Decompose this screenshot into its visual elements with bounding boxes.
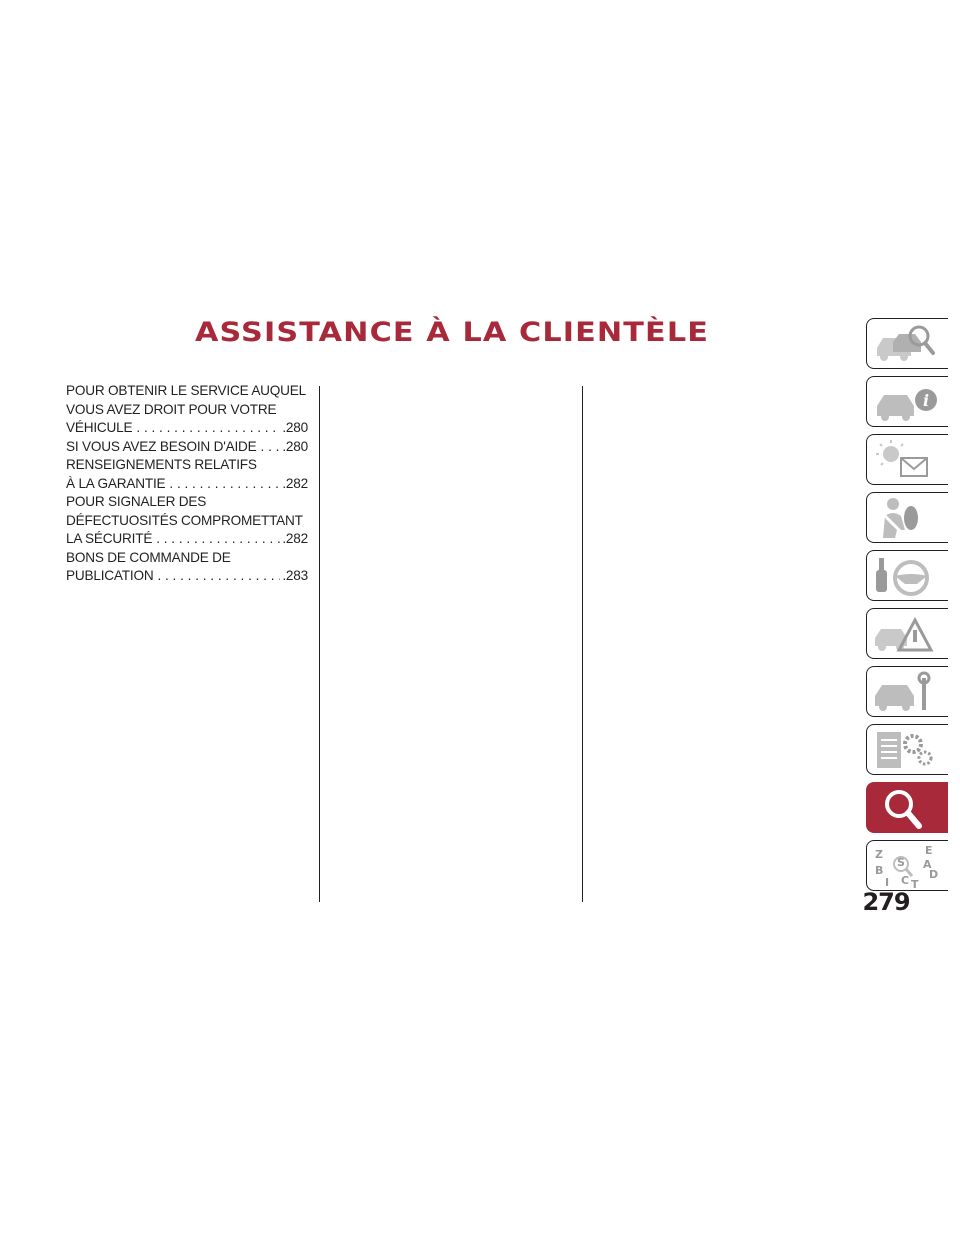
car-wrench-icon — [871, 670, 945, 715]
tab-servicing[interactable] — [866, 666, 948, 717]
index-letter: C — [901, 874, 910, 887]
car-info-icon — [871, 380, 945, 425]
page-number: 279 — [862, 888, 910, 916]
toc-page-ref: .282 — [282, 531, 308, 546]
toc-entry-text: POUR SIGNALER DES — [66, 494, 207, 509]
toc-entry[interactable] — [66, 493, 308, 549]
column-divider-left — [319, 386, 320, 902]
toc-entry-text: DÉFECTUOSITÉS COMPROMETTANT — [66, 512, 303, 528]
toc-page-ref: .280 — [282, 420, 308, 435]
toc-page-ref: .283 — [282, 568, 308, 583]
dot-leader — [257, 438, 281, 457]
warning-lights-message-icon — [871, 438, 945, 483]
alphabetical-index-icon — [871, 844, 945, 889]
toc-entry-leader-line — [66, 419, 308, 438]
car-warning-triangle-icon — [871, 612, 945, 657]
dot-leader — [132, 419, 280, 438]
toc-entry-text: À LA GARANTIE — [66, 475, 166, 491]
toc-page-ref: .282 — [282, 475, 308, 491]
table-of-contents — [66, 382, 308, 586]
page-title: ASSISTANCE À LA CLIENTÈLE — [194, 317, 710, 348]
tab-emergency[interactable] — [866, 608, 948, 659]
column-divider-right — [582, 386, 583, 902]
toc-entry-leader-line — [66, 438, 308, 457]
index-letter: A — [923, 858, 932, 871]
magnifier-icon — [871, 786, 945, 831]
tab-car-info[interactable] — [866, 376, 948, 427]
toc-entry[interactable] — [66, 438, 308, 457]
toc-entry-leader-line — [66, 475, 308, 494]
toc-entry-text: PUBLICATION — [66, 568, 154, 583]
toc-entry-leader-line — [66, 530, 308, 549]
toc-entry-text: VOUS AVEZ DROIT POUR VOTRE — [66, 401, 277, 417]
toc-entry-leader-line — [66, 567, 308, 586]
toc-entry-text: SI VOUS AVEZ BESOIN D'AIDE — [66, 438, 257, 454]
toc-page-ref: .280 — [282, 438, 308, 454]
key-steering-wheel-icon — [871, 554, 945, 599]
car-search-icon — [871, 322, 945, 367]
index-letter: I — [885, 876, 890, 889]
tab-index[interactable] — [866, 840, 948, 891]
toc-entry-text: POUR OBTENIR LE SERVICE AUQUEL — [66, 383, 307, 398]
toc-entry-text: LA SÉCURITÉ — [66, 531, 153, 546]
dot-leader — [152, 530, 280, 549]
tab-technical-specs[interactable] — [866, 724, 948, 775]
tab-car-search[interactable] — [866, 318, 948, 369]
tab-seat-belt[interactable] — [866, 492, 948, 543]
index-letter: Z — [875, 848, 883, 861]
seat-belt-airbag-icon — [871, 496, 945, 541]
toc-entry[interactable] — [66, 382, 308, 438]
toc-entry-text: BONS DE COMMANDE DE — [66, 549, 231, 565]
toc-entry-text: VÉHICULE — [66, 420, 133, 435]
tab-warning-lights[interactable] — [866, 434, 948, 485]
specifications-gear-icon — [871, 728, 945, 773]
index-letter: D — [929, 868, 939, 881]
dot-leader — [153, 567, 280, 586]
toc-entry[interactable] — [66, 549, 308, 586]
index-letter: B — [875, 864, 884, 877]
tab-customer-assistance[interactable] — [866, 782, 948, 833]
index-letter: T — [911, 878, 919, 889]
toc-entry[interactable] — [66, 456, 308, 493]
index-letter: S — [897, 856, 905, 869]
toc-entry-text: RENSEIGNEMENTS RELATIFS — [66, 457, 257, 472]
tab-starting-driving[interactable] — [866, 550, 948, 601]
dot-leader — [165, 475, 280, 494]
index-letter: E — [925, 844, 933, 857]
svg-text:i: i — [922, 391, 930, 410]
